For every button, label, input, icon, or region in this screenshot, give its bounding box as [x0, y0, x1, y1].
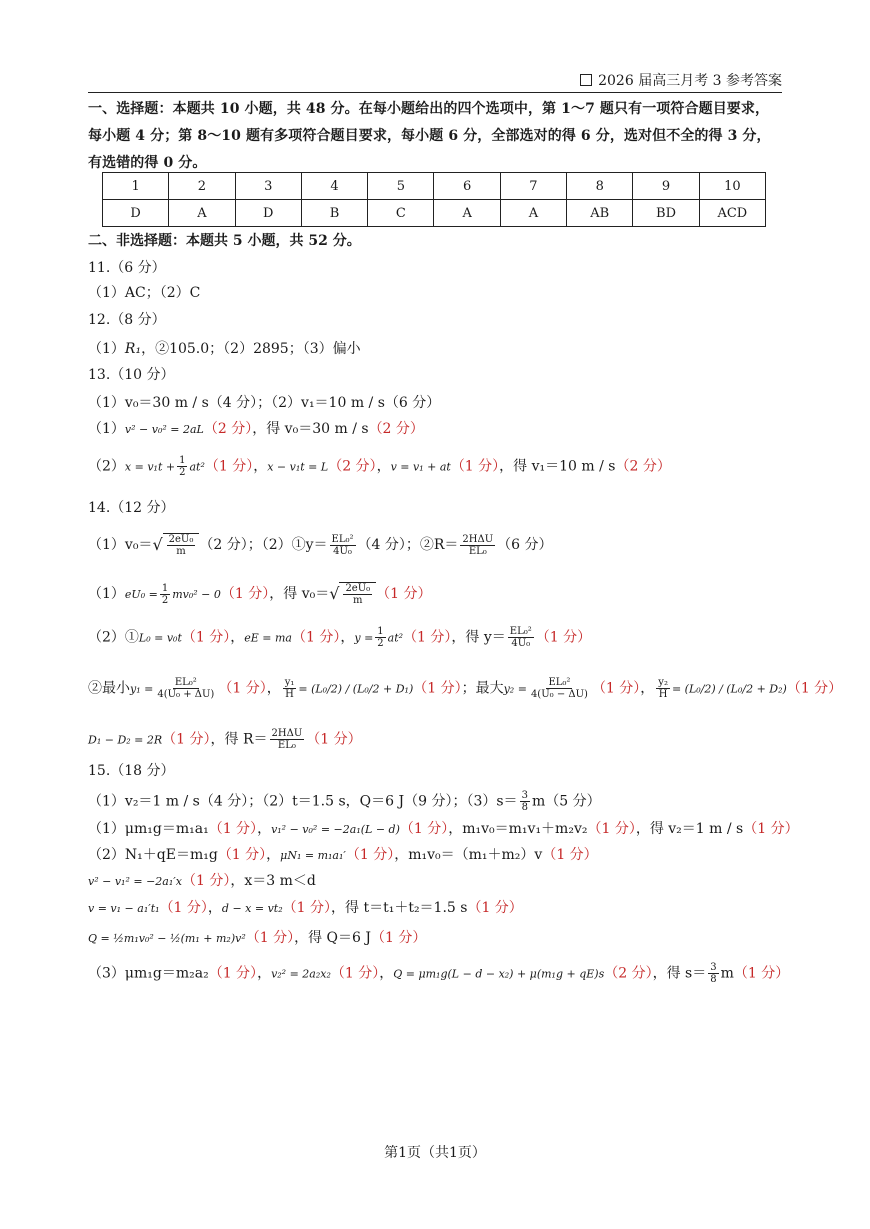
- fraction-num: EL₀²: [331, 533, 354, 545]
- result-text: ，得 y＝: [451, 629, 506, 646]
- fraction-num: EL₀²: [174, 677, 197, 688]
- fraction-num: 1: [161, 582, 169, 594]
- fraction-num: 2eU₀: [345, 583, 371, 594]
- q15-heading: 15.（18 分）: [88, 763, 175, 779]
- table-cell: ACD: [699, 200, 765, 227]
- table-cell: A: [434, 200, 500, 227]
- fraction-den: 8: [710, 974, 717, 985]
- formula: D₁ − D₂ = 2R: [88, 733, 163, 747]
- summary-text: m（5 分）: [531, 793, 601, 810]
- formula: Q = μm₁g(L − d − x₂) + μ(m₁g + qE)s: [393, 967, 605, 981]
- table-cell: AB: [567, 200, 633, 227]
- q15-line4: v = v₁ − a₁′t₁（1 分），d − x = vt₂（1 分），得 t＝t₁＋t₂＝1.5 s（1 分）: [88, 900, 523, 916]
- formula: L₀ = v₀t: [138, 631, 182, 645]
- q15-line6: （3）μm₁g＝m₂a₂（1 分），v₂² = 2a₂x₂（1 分），Q = μm₁g(L − d − x₂) + μ(m₁g + qE)s（2 分），得 s＝ $\frac{3}{8}$ m（1 分）: [88, 962, 790, 985]
- formula: v₂² = 2a₂x₂: [271, 967, 331, 981]
- summary-text: （2 分）；（2）①y＝: [199, 537, 328, 553]
- table-cell: 5: [368, 173, 434, 200]
- fraction: [177, 455, 187, 478]
- formula: eU₀ =: [124, 588, 158, 601]
- table-cell: 1: [103, 173, 169, 200]
- result-text: ，得 v₀＝30 m / s: [252, 421, 369, 437]
- fraction: [155, 677, 216, 700]
- step-label: （1）: [88, 421, 125, 437]
- score-mark: （1 分）: [330, 965, 380, 982]
- header-rule: [88, 92, 782, 93]
- score-mark: （1 分）: [743, 821, 799, 837]
- q12-ans-prefix: （1）: [88, 341, 125, 357]
- result-text: ，得 R＝: [210, 731, 268, 748]
- step-text: （2）N₁＋qE＝m₁g: [88, 847, 218, 863]
- answer-table-answers-row: [103, 200, 766, 227]
- fraction-den: 4U₀: [333, 545, 352, 557]
- table-cell: 7: [500, 173, 566, 200]
- table-cell: D: [235, 200, 301, 227]
- q13-summary: （1）v₀＝30 m / s（4 分）；（2）v₁＝10 m / s（6 分）: [88, 395, 441, 411]
- unit-text: m: [720, 965, 734, 982]
- q11-answer: （1）AC；（2）C: [88, 285, 201, 301]
- fraction: [460, 534, 495, 557]
- q14-summary: [88, 533, 848, 557]
- q13-step2: （2）x = v₁t + $\frac{1}{2}$ at²（1 分），x − v₁t = L（2 分），v = v₁ + at（1 分），得 v₁＝10 m / s（2 分）: [88, 455, 671, 478]
- q11-heading: 11.（6 分）: [88, 260, 166, 276]
- fraction-den: H: [285, 689, 294, 700]
- fraction: [270, 728, 305, 751]
- q12-heading: 12.（8 分）: [88, 312, 166, 328]
- formula: y =: [354, 631, 374, 645]
- fraction-num: 2eU₀: [168, 534, 194, 545]
- score-mark: （1 分）: [220, 586, 270, 602]
- q13-step1: [88, 420, 848, 439]
- checkbox-icon: [580, 74, 592, 86]
- sqrt-icon: √: [152, 535, 163, 554]
- step-text: ，m₁v₀＝（m₁＋m₂）v: [394, 847, 543, 863]
- formula: y₁ =: [130, 682, 154, 696]
- page-footer: 第1页（共1页）: [384, 1145, 486, 1161]
- q12-resistor-symbol: R₁: [124, 341, 142, 357]
- q14-step3: ②最小y₁ = $\frac{\text{EL₀²}}{\text{4(U₀ + ΔU)}}$ （1 分）， $\frac{\text{y₁}}{H}$ = (L₀/2) / (L₀/2 + D₁)（1 分）；最大y₂ = $\frac{\text{EL₀²}}{\text{4(U₀ − ΔU)}}$ （1 分）， $\frac{\text{y₂}}{H}$ = (L₀/2) / (L₀/2 + D₂)（1 分）: [88, 677, 843, 700]
- fraction-den: EL₀: [468, 545, 487, 557]
- q13-formula-2b: at²: [189, 460, 205, 474]
- fraction-den: EL₀: [277, 740, 296, 751]
- fraction-den: 2: [377, 638, 384, 649]
- radicand: [163, 533, 200, 557]
- formula: eE = ma: [244, 631, 292, 645]
- score-mark: （1 分）: [245, 930, 295, 946]
- score-mark: （1 分）: [786, 680, 843, 697]
- fraction-den: 4(U₀ − ΔU): [530, 689, 588, 700]
- q15-line3: [88, 872, 848, 891]
- formula: Q = ½m₁v₀² − ½(m₁ + m₂)v²: [88, 932, 246, 945]
- fraction-num: EL₀²: [548, 677, 571, 688]
- score-mark: （2 分）: [615, 458, 671, 475]
- formula: mv₀² − 0: [172, 588, 221, 601]
- q14-step1: [88, 582, 848, 606]
- table-cell: 2: [169, 173, 235, 200]
- table-cell: B: [301, 200, 367, 227]
- table-cell: A: [169, 200, 235, 227]
- table-cell: 4: [301, 173, 367, 200]
- formula: v² − v₁² = −2a₁′x: [88, 875, 182, 888]
- summary-text: （1）v₀＝: [88, 537, 153, 553]
- fraction-num: EL₀²: [509, 626, 532, 637]
- score-mark: （1 分）: [204, 458, 254, 475]
- score-mark: （1 分）: [217, 847, 267, 863]
- score-mark: （1 分）: [587, 821, 636, 837]
- fraction: [160, 583, 170, 606]
- fraction-den: m: [176, 546, 186, 557]
- fraction: [656, 677, 670, 700]
- score-mark: （1 分）: [371, 930, 427, 946]
- score-mark: （2 分）: [328, 458, 377, 475]
- q13-heading: 13.（10 分）: [88, 367, 175, 383]
- formula: v₁² − v₀² = −2a₁(L − d): [271, 823, 400, 836]
- fraction: [330, 534, 356, 557]
- result-text: ；最大: [461, 680, 504, 697]
- result-text: ，得 v₂＝1 m / s: [635, 821, 744, 837]
- fraction: [708, 962, 718, 985]
- score-mark: （1 分）: [292, 629, 341, 646]
- table-cell: C: [368, 200, 434, 227]
- summary-text: （1）v₂＝1 m / s（4 分）；（2）t＝1.5 s，Q＝6 J（9 分）；（3）s＝: [88, 793, 518, 810]
- q14-heading: 14.（12 分）: [88, 500, 175, 516]
- score-mark: （1 分）: [733, 965, 790, 982]
- fraction: [283, 677, 297, 700]
- score-mark: （1 分）: [162, 731, 211, 748]
- answer-table: [102, 172, 766, 227]
- score-mark: （1 分）: [535, 629, 592, 646]
- fraction: [529, 677, 590, 700]
- step-label: ②最小: [88, 680, 130, 697]
- q13-formula-2a: x = v₁t +: [124, 460, 176, 474]
- fraction-den: 2: [161, 594, 169, 606]
- score-mark: （1 分）: [282, 900, 331, 916]
- score-mark: （1 分）: [403, 629, 452, 646]
- formula: = (L₀/2) / (L₀/2 + D₁): [298, 682, 414, 696]
- fraction-den: m: [353, 595, 363, 606]
- section1-line3: 有选错的得 0 分。: [88, 155, 207, 171]
- fraction: [508, 626, 534, 649]
- fraction-num: 1: [377, 626, 384, 637]
- formula: at²: [387, 631, 404, 645]
- table-cell: 6: [434, 173, 500, 200]
- fraction: [520, 790, 530, 813]
- q14-step4: [88, 728, 848, 751]
- result-text: ，得 v₁＝10 m / s: [499, 458, 616, 475]
- score-mark: （1 分）: [218, 680, 267, 697]
- q15-summary: [88, 790, 848, 813]
- score-mark: （1 分）: [181, 873, 231, 889]
- step-label: （1）: [88, 586, 125, 602]
- fraction-den: 8: [521, 802, 528, 813]
- step-text: ，m₁v₀＝m₁v₁＋m₂v₂: [448, 821, 588, 837]
- q12-ans-rest: ，②105.0；（2）2895；（3）偏小: [141, 341, 361, 357]
- score-mark: （1 分）: [306, 731, 362, 748]
- step-label: （2）: [88, 458, 125, 475]
- score-mark: （2 分）: [368, 421, 424, 437]
- summary-text: （6 分）: [497, 537, 553, 553]
- fraction-num: 2HΔU: [271, 728, 303, 739]
- score-mark: （1 分）: [345, 847, 395, 863]
- q13-formula-3: x − v₁t = L: [267, 460, 329, 474]
- score-mark: （2 分）: [203, 421, 253, 437]
- fraction-den: 2: [179, 467, 186, 478]
- q14-step2: （2）①L₀ = v₀t（1 分），eE = ma（1 分），y = $\frac{1}{2}$ at²（1 分），得 y＝ $\frac{\text{EL₀²}}{\text{4U₀}}$ （1 分）: [88, 626, 592, 649]
- fraction-num: 3: [521, 790, 528, 801]
- summary-text: （4 分）；②R＝: [357, 537, 459, 553]
- step-label: （2）①: [88, 629, 139, 646]
- step-text: ，x＝3 m＜d: [230, 873, 316, 889]
- result-text: ，得 v₀＝: [269, 586, 330, 602]
- fraction: [343, 583, 372, 606]
- section2-title: 二、非选择题：本题共 5 小题，共 52 分。: [88, 233, 361, 249]
- section1-instructions: [88, 96, 788, 177]
- formula: d − x = vt₂: [221, 902, 283, 915]
- result-text: ，得 Q＝6 J: [294, 930, 371, 946]
- score-mark: （2 分）: [604, 965, 653, 982]
- score-mark: （1 分）: [208, 965, 258, 982]
- formula: y₂ =: [503, 682, 527, 696]
- table-cell: 9: [633, 173, 699, 200]
- answer-table-numbers-row: [103, 173, 766, 200]
- fraction-den: H: [658, 689, 668, 700]
- q13-formula-1: v² − v₀² = 2aL: [124, 423, 204, 436]
- fraction: [167, 534, 196, 557]
- result-text: ，得 t＝t₁＋t₂＝1.5 s: [331, 900, 468, 916]
- fraction-num: 3: [710, 962, 717, 973]
- formula: μN₁ = m₁a₁′: [280, 849, 346, 862]
- fraction-den: 4U₀: [511, 638, 531, 649]
- table-cell: 3: [235, 173, 301, 200]
- q12-answer: [88, 340, 848, 358]
- fraction-num: 2HΔU: [462, 533, 494, 545]
- fraction-num: y₂: [658, 677, 668, 688]
- sqrt-icon: √: [329, 584, 340, 603]
- formula: v = v₁ − a₁′t₁: [88, 902, 160, 915]
- fraction-num: y₁: [284, 677, 295, 688]
- step-text: （3）μm₁g＝m₂a₂: [88, 965, 209, 982]
- table-cell: BD: [633, 200, 699, 227]
- radicand: [339, 582, 376, 606]
- header-title: 2026 届高三月考 3 参考答案: [598, 73, 782, 89]
- score-mark: （1 分）: [208, 821, 258, 837]
- table-cell: D: [103, 200, 169, 227]
- fraction: [375, 626, 385, 649]
- result-text: ，得 s＝: [652, 965, 707, 982]
- step-text: （1）μm₁g＝m₁a₁: [88, 821, 209, 837]
- page-header: [88, 72, 782, 90]
- q15-line1: （1）μm₁g＝m₁a₁（1 分），v₁² − v₀² = −2a₁(L − d)（1 分），m₁v₀＝m₁v₁＋m₂v₂（1 分），得 v₂＝1 m / s（1 分）: [88, 821, 799, 837]
- fraction-den: 4(U₀ + ΔU): [157, 689, 215, 700]
- score-mark: （1 分）: [450, 458, 500, 475]
- score-mark: （1 分）: [591, 680, 641, 697]
- q15-line5: [88, 929, 848, 948]
- score-mark: （1 分）: [413, 680, 462, 697]
- score-mark: （1 分）: [399, 821, 449, 837]
- table-cell: A: [500, 200, 566, 227]
- score-mark: （1 分）: [542, 847, 598, 863]
- score-mark: （1 分）: [467, 900, 523, 916]
- score-mark: （1 分）: [159, 900, 208, 916]
- section1-line2: 每小题 4 分；第 8～10 题有多项符合题目要求，每小题 6 分，全部选对的得 6 分，选对但不全的得 3 分，: [88, 128, 771, 144]
- table-cell: 8: [567, 173, 633, 200]
- table-cell: 10: [699, 173, 765, 200]
- q13-formula-4: v = v₁ + at: [390, 460, 451, 474]
- score-mark: （1 分）: [181, 629, 231, 646]
- q15-line2: （2）N₁＋qE＝m₁g（1 分），μN₁ = m₁a₁′（1 分），m₁v₀＝（m₁＋m₂）v（1 分）: [88, 847, 598, 863]
- fraction-num: 1: [179, 455, 186, 466]
- section1-line1: 一、选择题：本题共 10 小题，共 48 分。在每小题给出的四个选项中，第 1～7 题只有一项符合题目要求，: [88, 101, 770, 117]
- score-mark: （1 分）: [376, 586, 432, 602]
- formula: = (L₀/2) / (L₀/2 + D₂): [671, 682, 787, 696]
